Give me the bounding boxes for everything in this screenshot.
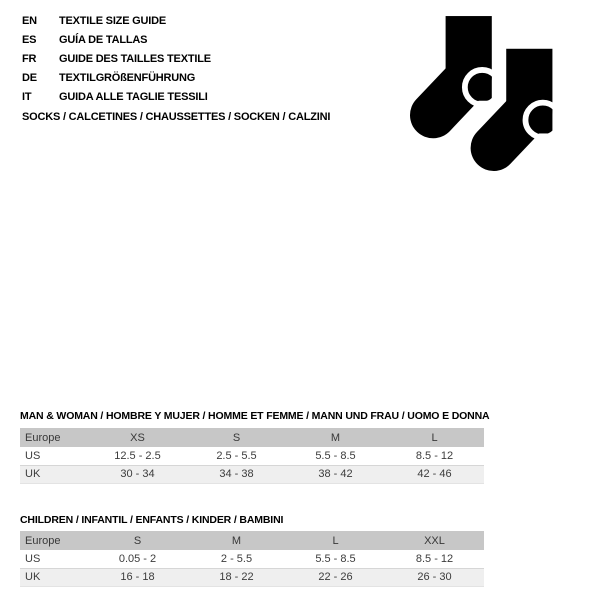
column-header: L (385, 428, 484, 447)
category-heading: SOCKS / CALCETINES / CHAUSSETTES / SOCKEN / CALZINI (22, 111, 331, 123)
socks-icon (410, 16, 563, 172)
size-cell: 30 - 34 (88, 465, 187, 483)
column-header: S (187, 428, 286, 447)
language-list (22, 12, 211, 107)
size-cell: 38 - 42 (286, 465, 385, 483)
language-code: FR (22, 53, 37, 65)
region-cell: US (20, 447, 88, 465)
language-label: GUÍA DE TALLAS (59, 34, 148, 46)
language-label: TEXTILE SIZE GUIDE (59, 15, 167, 27)
region-cell: US (20, 550, 88, 568)
column-header: M (187, 531, 286, 550)
language-row (22, 69, 211, 88)
size-cell: 16 - 18 (88, 568, 187, 586)
size-cell: 26 - 30 (385, 568, 484, 586)
size-cell: 8.5 - 12 (385, 550, 484, 568)
adult-size-table (20, 428, 484, 484)
column-header: XS (88, 428, 187, 447)
column-header: Europe (20, 531, 88, 550)
language-label: TEXTILGRÖßENFÜHRUNG (59, 72, 196, 84)
size-cell: 22 - 26 (286, 568, 385, 586)
adult-table-title: MAN & WOMAN / HOMBRE Y MUJER / HOMME ET FEMME / MANN UND FRAU / UOMO E DONNA (20, 410, 490, 422)
table-row (20, 465, 484, 483)
table-row (20, 568, 484, 586)
language-row (22, 88, 211, 107)
region-cell: UK (20, 568, 88, 586)
table-row (20, 447, 484, 465)
column-header: XXL (385, 531, 484, 550)
language-row (22, 31, 211, 50)
column-header: L (286, 531, 385, 550)
sock-right (494, 49, 560, 148)
language-row (22, 50, 211, 69)
size-cell: 18 - 22 (187, 568, 286, 586)
language-label: GUIDE DES TAILLES TEXTILE (59, 53, 211, 65)
column-header: S (88, 531, 187, 550)
language-row (22, 12, 211, 31)
size-cell: 42 - 46 (385, 465, 484, 483)
column-header: Europe (20, 428, 88, 447)
table-row (20, 550, 484, 568)
size-cell: 8.5 - 12 (385, 447, 484, 465)
language-code: EN (22, 15, 37, 27)
language-code: IT (22, 91, 32, 103)
size-cell: 2.5 - 5.5 (187, 447, 286, 465)
size-cell: 5.5 - 8.5 (286, 447, 385, 465)
children-size-table (20, 531, 484, 587)
size-cell: 12.5 - 2.5 (88, 447, 187, 465)
size-cell: 0.05 - 2 (88, 550, 187, 568)
size-cell: 34 - 38 (187, 465, 286, 483)
size-cell: 2 - 5.5 (187, 550, 286, 568)
language-label: GUIDA ALLE TAGLIE TESSILI (59, 91, 208, 103)
language-code: ES (22, 34, 37, 46)
socks-icon-svg (410, 16, 563, 172)
table-header-row (20, 531, 484, 550)
language-code: DE (22, 72, 37, 84)
sock-left (433, 16, 499, 115)
size-cell: 5.5 - 8.5 (286, 550, 385, 568)
region-cell: UK (20, 465, 88, 483)
children-table-title: CHILDREN / INFANTIL / ENFANTS / KINDER / BAMBINI (20, 514, 284, 526)
table-header-row (20, 428, 484, 447)
column-header: M (286, 428, 385, 447)
